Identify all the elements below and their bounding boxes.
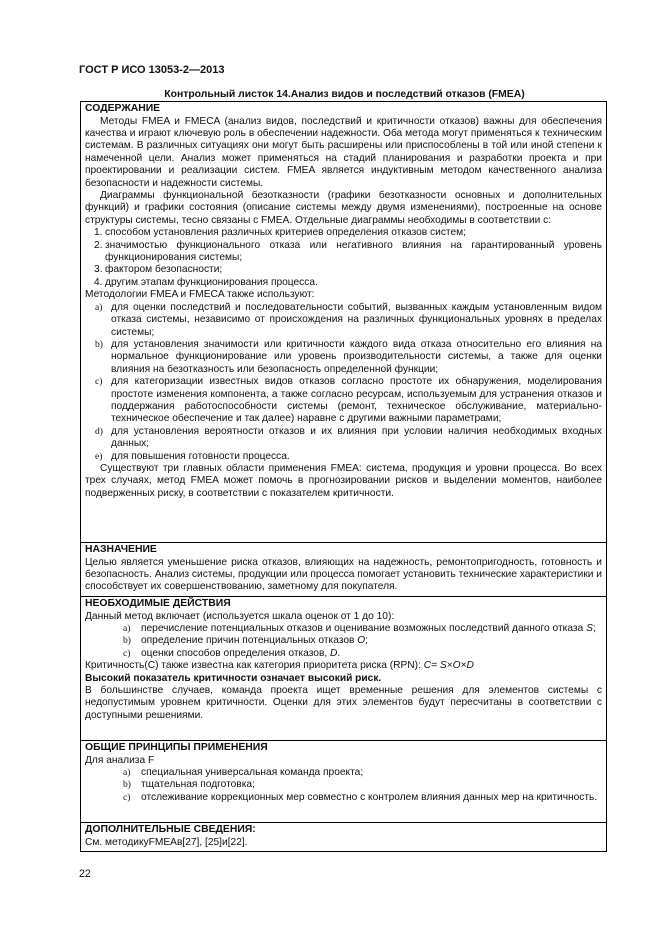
section-content — [80, 101, 607, 543]
paragraph: Методологии FMEA и FMECA также используют: — [85, 289, 315, 301]
paragraph-bold: Высокий показатель критичности означает высокий риск. — [85, 672, 382, 684]
list-item: d) для установления вероятности отказов и их влияния при условии наличия необходимых входных данных; — [95, 425, 602, 450]
checklist-title: Контрольный листок 14.Анализ видов и последствий отказов (FMEA) — [164, 89, 525, 100]
paragraph: Для анализа F — [85, 754, 155, 766]
paragraph: Существуют три главных области применения FMEA: система, продукция и уровни процесса. Во всех трех случаях, метод FMEA может помочь в прогнозировании рисков и выделении моментов, наиболее подверженных риску, в соответствии с показателем критичности. — [85, 462, 602, 499]
list-item: а) специальная универсальная команда проекта; — [123, 767, 364, 778]
lettered-list — [85, 302, 602, 463]
section-heading: ДОПОЛНИТЕЛЬНЫЕ СВЕДЕНИЯ: — [85, 824, 256, 835]
section-additional-info — [80, 822, 607, 852]
paragraph: Диаграммы функциональной безотказности (графики безотказности основных и дополнительных функций) и графики состояния (описание системы между двумя изменениями), построенные на основе структуры системы, тесно связаны с FMEA. Отдельные диаграммы необходимы в соответствии с: — [85, 190, 602, 226]
list-item: b) для установления значимости или критичности каждого вида отказа относительно его влияния на нормальное функционирование или уровень производительности системы, а также для оценки влияния на безотказность или безопасность определенной функции; — [95, 338, 602, 375]
section-heading: ОБЩИЕ ПРИНЦИПЫ ПРИМЕНЕНИЯ — [85, 742, 268, 753]
section-heading: НАЗНАЧЕНИЕ — [85, 544, 157, 555]
list-item: а) перечисление потенциальных отказов и оценивание возможных последствий данного отказа S; — [123, 623, 596, 634]
list-item: b) определение причин потенциальных отказов O; — [123, 635, 369, 647]
list-item: а) для оценки последствий и последовательности событий, вызванных каждым установленным видом отказа системы, независимо от происхождения на различных функциональных уровнях в пределах системы; — [95, 301, 602, 338]
list-item: c) для категоризации известных видов отказов согласно простоте их обнаружения, моделирования простоте изменения компонента, а также согласно ресурсам, используемым для устранения отказов и поддержания работоспособности системы (ремонт, техническое обслуживание, материально-техническое обеспечение и так далее) наравне с другими важными параметрами; — [95, 376, 602, 425]
list-item: c) оценки способов определения отказов, D. — [123, 647, 341, 659]
numbered-list — [85, 227, 602, 289]
document-header: ГОСТ Р ИСО 13053-2—2013 — [79, 64, 225, 76]
section-actions — [80, 596, 607, 741]
formula: C= S×O×D — [423, 660, 474, 672]
paragraph: Методы FMEA и FMECA (анализ видов, последствий и критичности отказов) важны для обеспечения качества и играют ключевую роль в обеспечении надежности. Оба метода могут применяться к техническим системам. В различных ситуациях они могут быть расширены или приспособлены в той или иной степени к намеченной цели. Анализ может применяться на стадий планирования и разработки проекта и при проектировании и реализации систем. FMEA является индуктивным методом качественного анализа безопасности и надежности системы. — [85, 115, 602, 189]
list-item: 4. другим этапам функционирования процесса. — [94, 276, 318, 288]
section-heading: СОДЕРЖАНИЕ — [85, 103, 161, 114]
paragraph: См. методикуFMEAв[27], [25]и[22]. — [85, 836, 248, 848]
page-number: 22 — [79, 868, 91, 880]
list-item: 3. фактором безопасности; — [94, 264, 223, 276]
paragraph: Данный метод включает (используется шкала оценок от 1 до 10): — [85, 610, 395, 622]
lettered-list — [85, 623, 602, 660]
paragraph: В большинстве случаев, команда проекта ищет временные решения для элементов системы с недопустимым уровнем критичности. Оценки для этих элементов будут пересчитаны в соответствии с доступными решениями. — [85, 685, 602, 721]
lettered-list — [85, 767, 602, 804]
list-item: 2. значимостью функционального отказа или негативного влияния на гарантированный уровень функционирования системы; — [94, 239, 602, 264]
list-item: 1. способом установления различных критериев определения отказов систем; — [94, 227, 466, 239]
list-item: b) тщательная подготовка; — [123, 779, 255, 791]
section-purpose — [80, 542, 607, 597]
section-principles — [80, 740, 607, 823]
list-item: c) отслеживание коррекционных мер совместно с контролем влияния данных мер на критичность. — [123, 791, 598, 803]
paragraph: Критичность(C) также известна как категория приоритета риска (RPN): C= S×O×D — [85, 660, 474, 672]
list-item: e) для повышения готовности процесса. — [95, 450, 290, 462]
section-heading: НЕОБХОДИМЫЕ ДЕЙСТВИЯ — [85, 598, 231, 609]
paragraph: Целью является уменьшение риска отказов, влияющих на надежность, ремонтопригодность, готовность и безопасность. Анализ системы, продукции или процесса помогает установить технические характеристики и способствует их совершенствованию, заметному для покупателя. — [85, 556, 602, 593]
